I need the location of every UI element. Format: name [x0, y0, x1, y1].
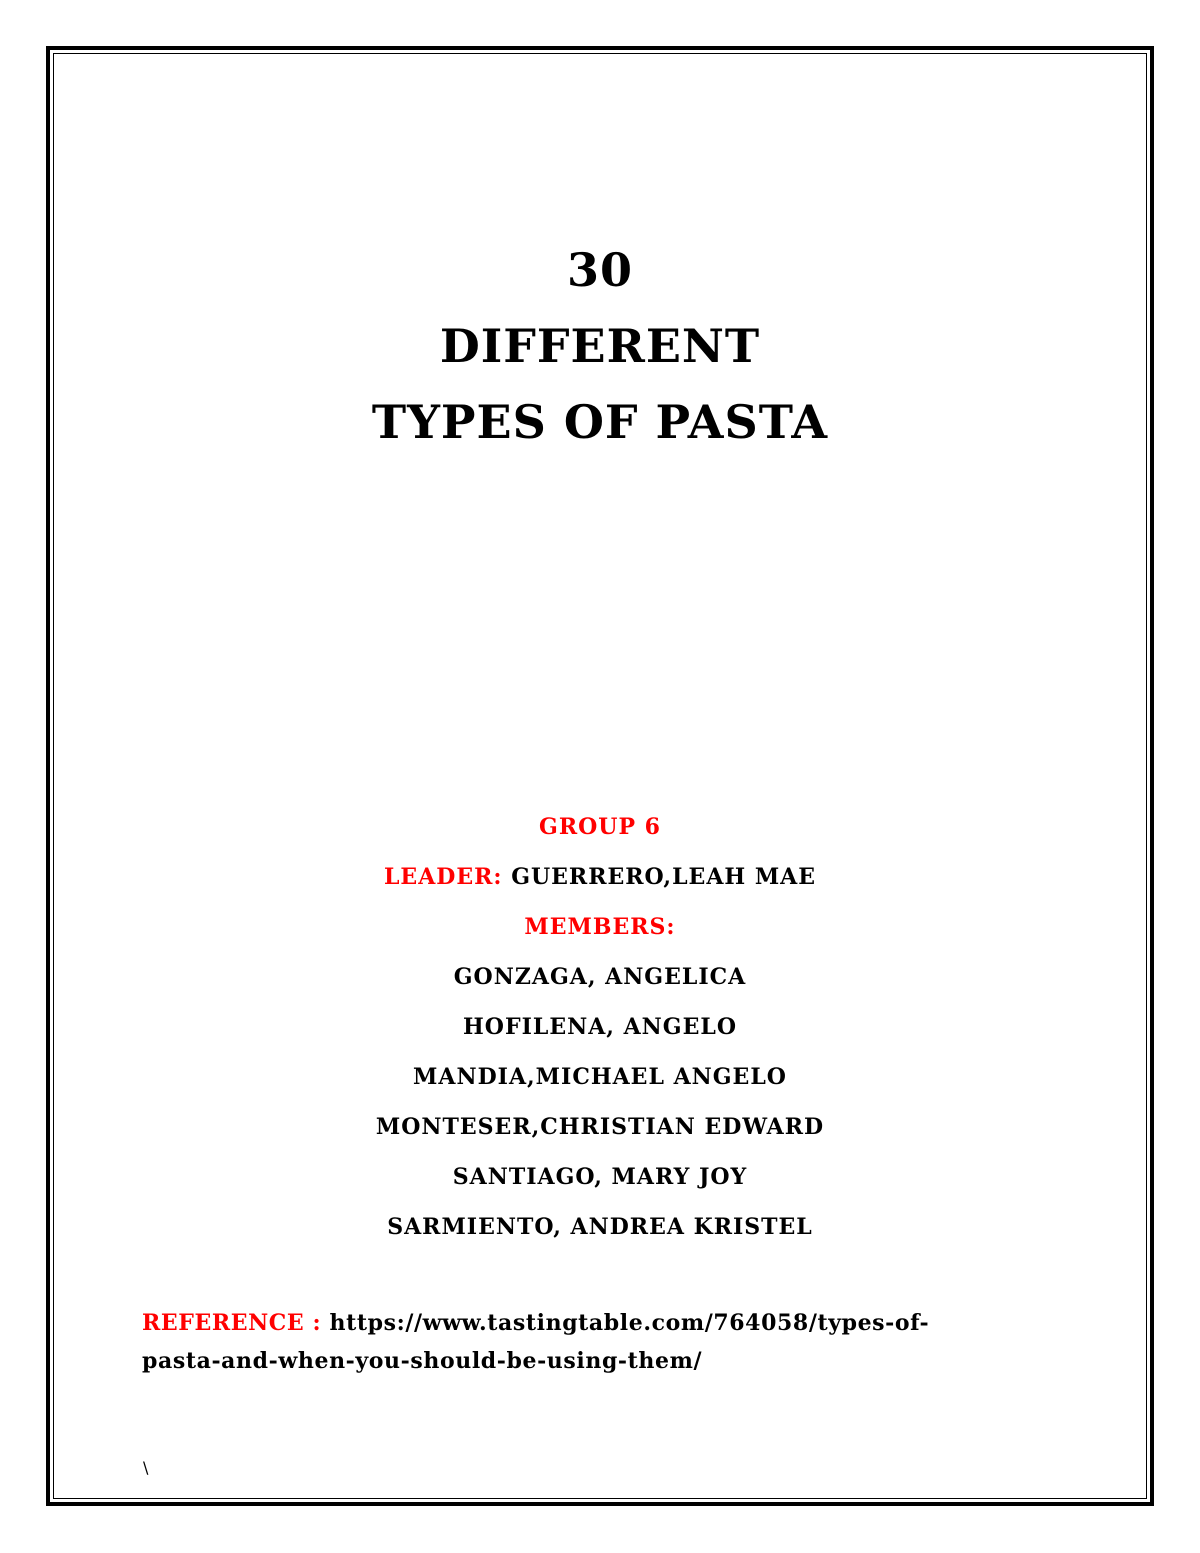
title-line-number: 30 — [566, 243, 633, 297]
member-name: GONZAGA, ANGELICA — [453, 964, 747, 990]
title-line-different: DIFFERENT — [439, 319, 761, 373]
member-name: MANDIA,MICHAEL ANGELO — [413, 1064, 787, 1090]
stray-backslash: \ — [143, 1458, 149, 1477]
reference-url-part2[interactable]: pasta-and-when-you-should-be-using-them/ — [142, 1348, 703, 1374]
member-name: MONTESER,CHRISTIAN EDWARD — [375, 1114, 825, 1140]
member-name: SARMIENTO, ANDREA KRISTEL — [387, 1214, 813, 1240]
member-name: SANTIAGO, MARY JOY — [452, 1164, 748, 1190]
group-label: GROUP 6 — [539, 814, 661, 840]
leader-name: GUERRERO,LEAH MAE — [511, 864, 817, 890]
reference-paragraph — [142, 1304, 1062, 1380]
leader-label: LEADER: — [383, 864, 503, 890]
reference-url-part1[interactable]: https://www.tastingtable.com/764058/types-of- — [329, 1310, 930, 1336]
reference-label: REFERENCE : — [142, 1310, 322, 1336]
document-title — [0, 232, 1200, 460]
title-line-types: TYPES OF PASTA — [371, 395, 829, 449]
members-label: MEMBERS: — [524, 914, 676, 940]
leader-line — [0, 856, 1200, 906]
member-name: HOFILENA, ANGELO — [463, 1014, 737, 1040]
group-credits — [0, 806, 1200, 1256]
